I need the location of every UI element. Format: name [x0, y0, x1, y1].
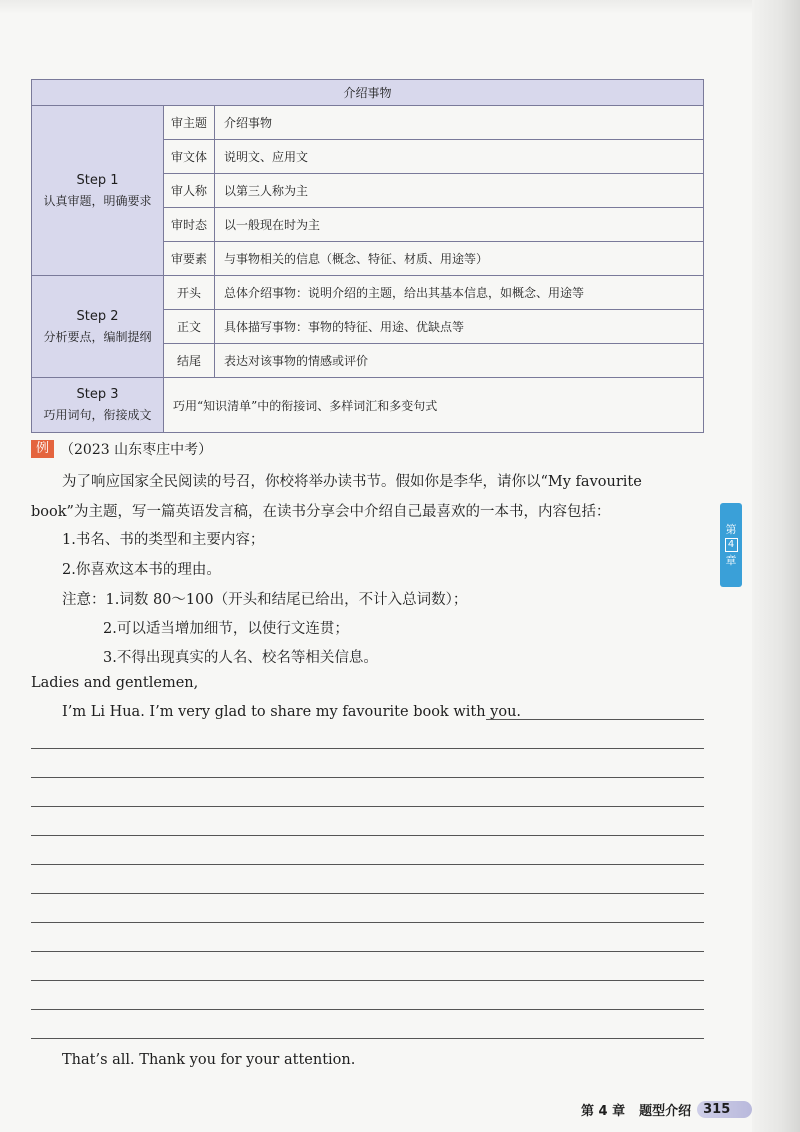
step-1-cell: [32, 106, 164, 276]
row-label: 审人称: [164, 174, 215, 208]
opening-line: I’m Li Hua. I’m very glad to share my favourite book with you.: [62, 704, 522, 720]
answer-line[interactable]: [31, 835, 704, 836]
answer-line[interactable]: [31, 1009, 704, 1010]
step-3-cell: [32, 378, 164, 433]
row-text: 以一般现在时为主: [215, 208, 704, 242]
row-text: 具体描写事物：事物的特征、用途、优缺点等: [215, 310, 704, 344]
note-2: 2.可以适当增加细节，以使行文连贯；: [103, 621, 349, 637]
answer-line[interactable]: [31, 893, 704, 894]
page-top-band: [0, 0, 800, 14]
step-2-desc: 分析要点，编制提纲: [43, 329, 152, 344]
side-tab-bottom: 章: [725, 554, 737, 567]
answer-line[interactable]: [31, 951, 704, 952]
footer-title: 题型介绍: [639, 1104, 692, 1119]
chapter-side-tab: [720, 503, 742, 587]
example-badge: 例: [31, 440, 54, 458]
step-2-cell: [32, 276, 164, 378]
content-item-1: 1.书名、书的类型和主要内容；: [62, 532, 265, 548]
row-text: 与事物相关的信息（概念、特征、材质、用途等）: [215, 242, 704, 276]
prompt-line-2: book”为主题，写一篇英语发言稿，在读书分享会中介绍自己最喜欢的一本书，内容包括：: [31, 504, 611, 520]
step-3-desc: 巧用词句，衔接成文: [43, 408, 152, 422]
page-edge-shadow: [752, 0, 800, 1132]
row-label: 开头: [164, 276, 215, 310]
row-text: 表达对该事物的情感或评价: [215, 344, 704, 378]
step-2-title: Step 2: [76, 308, 119, 324]
table-header: 介绍事物: [32, 80, 704, 106]
row-text: 以第三人称为主: [215, 174, 704, 208]
prompt-line-1: 为了响应国家全民阅读的号召，你校将举办读书节。假如你是李华，请你以“My favourite: [62, 474, 642, 490]
row-label: 审时态: [164, 208, 215, 242]
content-item-2: 2.你喜欢这本书的理由。: [62, 562, 221, 578]
answer-line[interactable]: [31, 777, 704, 778]
row-label: 正文: [164, 310, 215, 344]
row-label: 审主题: [164, 106, 215, 140]
step-1-desc: 认真审题，明确要求: [43, 193, 152, 208]
answer-line[interactable]: [31, 980, 704, 981]
answer-line[interactable]: [31, 806, 704, 807]
step-3-title: Step 3: [76, 387, 119, 402]
row-text: 总体介绍事物：说明介绍的主题，给出其基本信息，如概念、用途等: [215, 276, 704, 310]
answer-line[interactable]: [31, 922, 704, 923]
row-text: 介绍事物: [215, 106, 704, 140]
answer-line[interactable]: [31, 748, 704, 749]
step-3-text: 巧用“知识清单”中的衔接词、多样词汇和多变句式: [164, 378, 704, 433]
footer-chapter: 第 4 章: [581, 1104, 626, 1119]
answer-line[interactable]: [486, 719, 704, 720]
writing-steps-table: [31, 79, 704, 433]
page-footer: [581, 1100, 752, 1119]
row-text: 说明文、应用文: [215, 140, 704, 174]
side-tab-number: 4: [725, 538, 738, 552]
example-heading: [31, 439, 212, 459]
greeting-line: Ladies and gentlemen,: [31, 675, 199, 691]
page-number: 315: [697, 1101, 752, 1118]
row-label: 结尾: [164, 344, 215, 378]
closing-line: That’s all. Thank you for your attention.: [62, 1052, 356, 1068]
row-label: 审要素: [164, 242, 215, 276]
example-source: （2023 山东枣庄中考）: [60, 442, 213, 458]
note-3: 3.不得出现真实的人名、校名等相关信息。: [103, 650, 378, 666]
answer-line[interactable]: [31, 864, 704, 865]
row-label: 审文体: [164, 140, 215, 174]
side-tab-top: 第: [725, 523, 737, 536]
answer-line[interactable]: [31, 1038, 704, 1039]
step-1-title: Step 1: [76, 172, 119, 188]
note-1: 注意：1.词数 80～100（开头和结尾已给出，不计入总词数）；: [62, 592, 468, 608]
